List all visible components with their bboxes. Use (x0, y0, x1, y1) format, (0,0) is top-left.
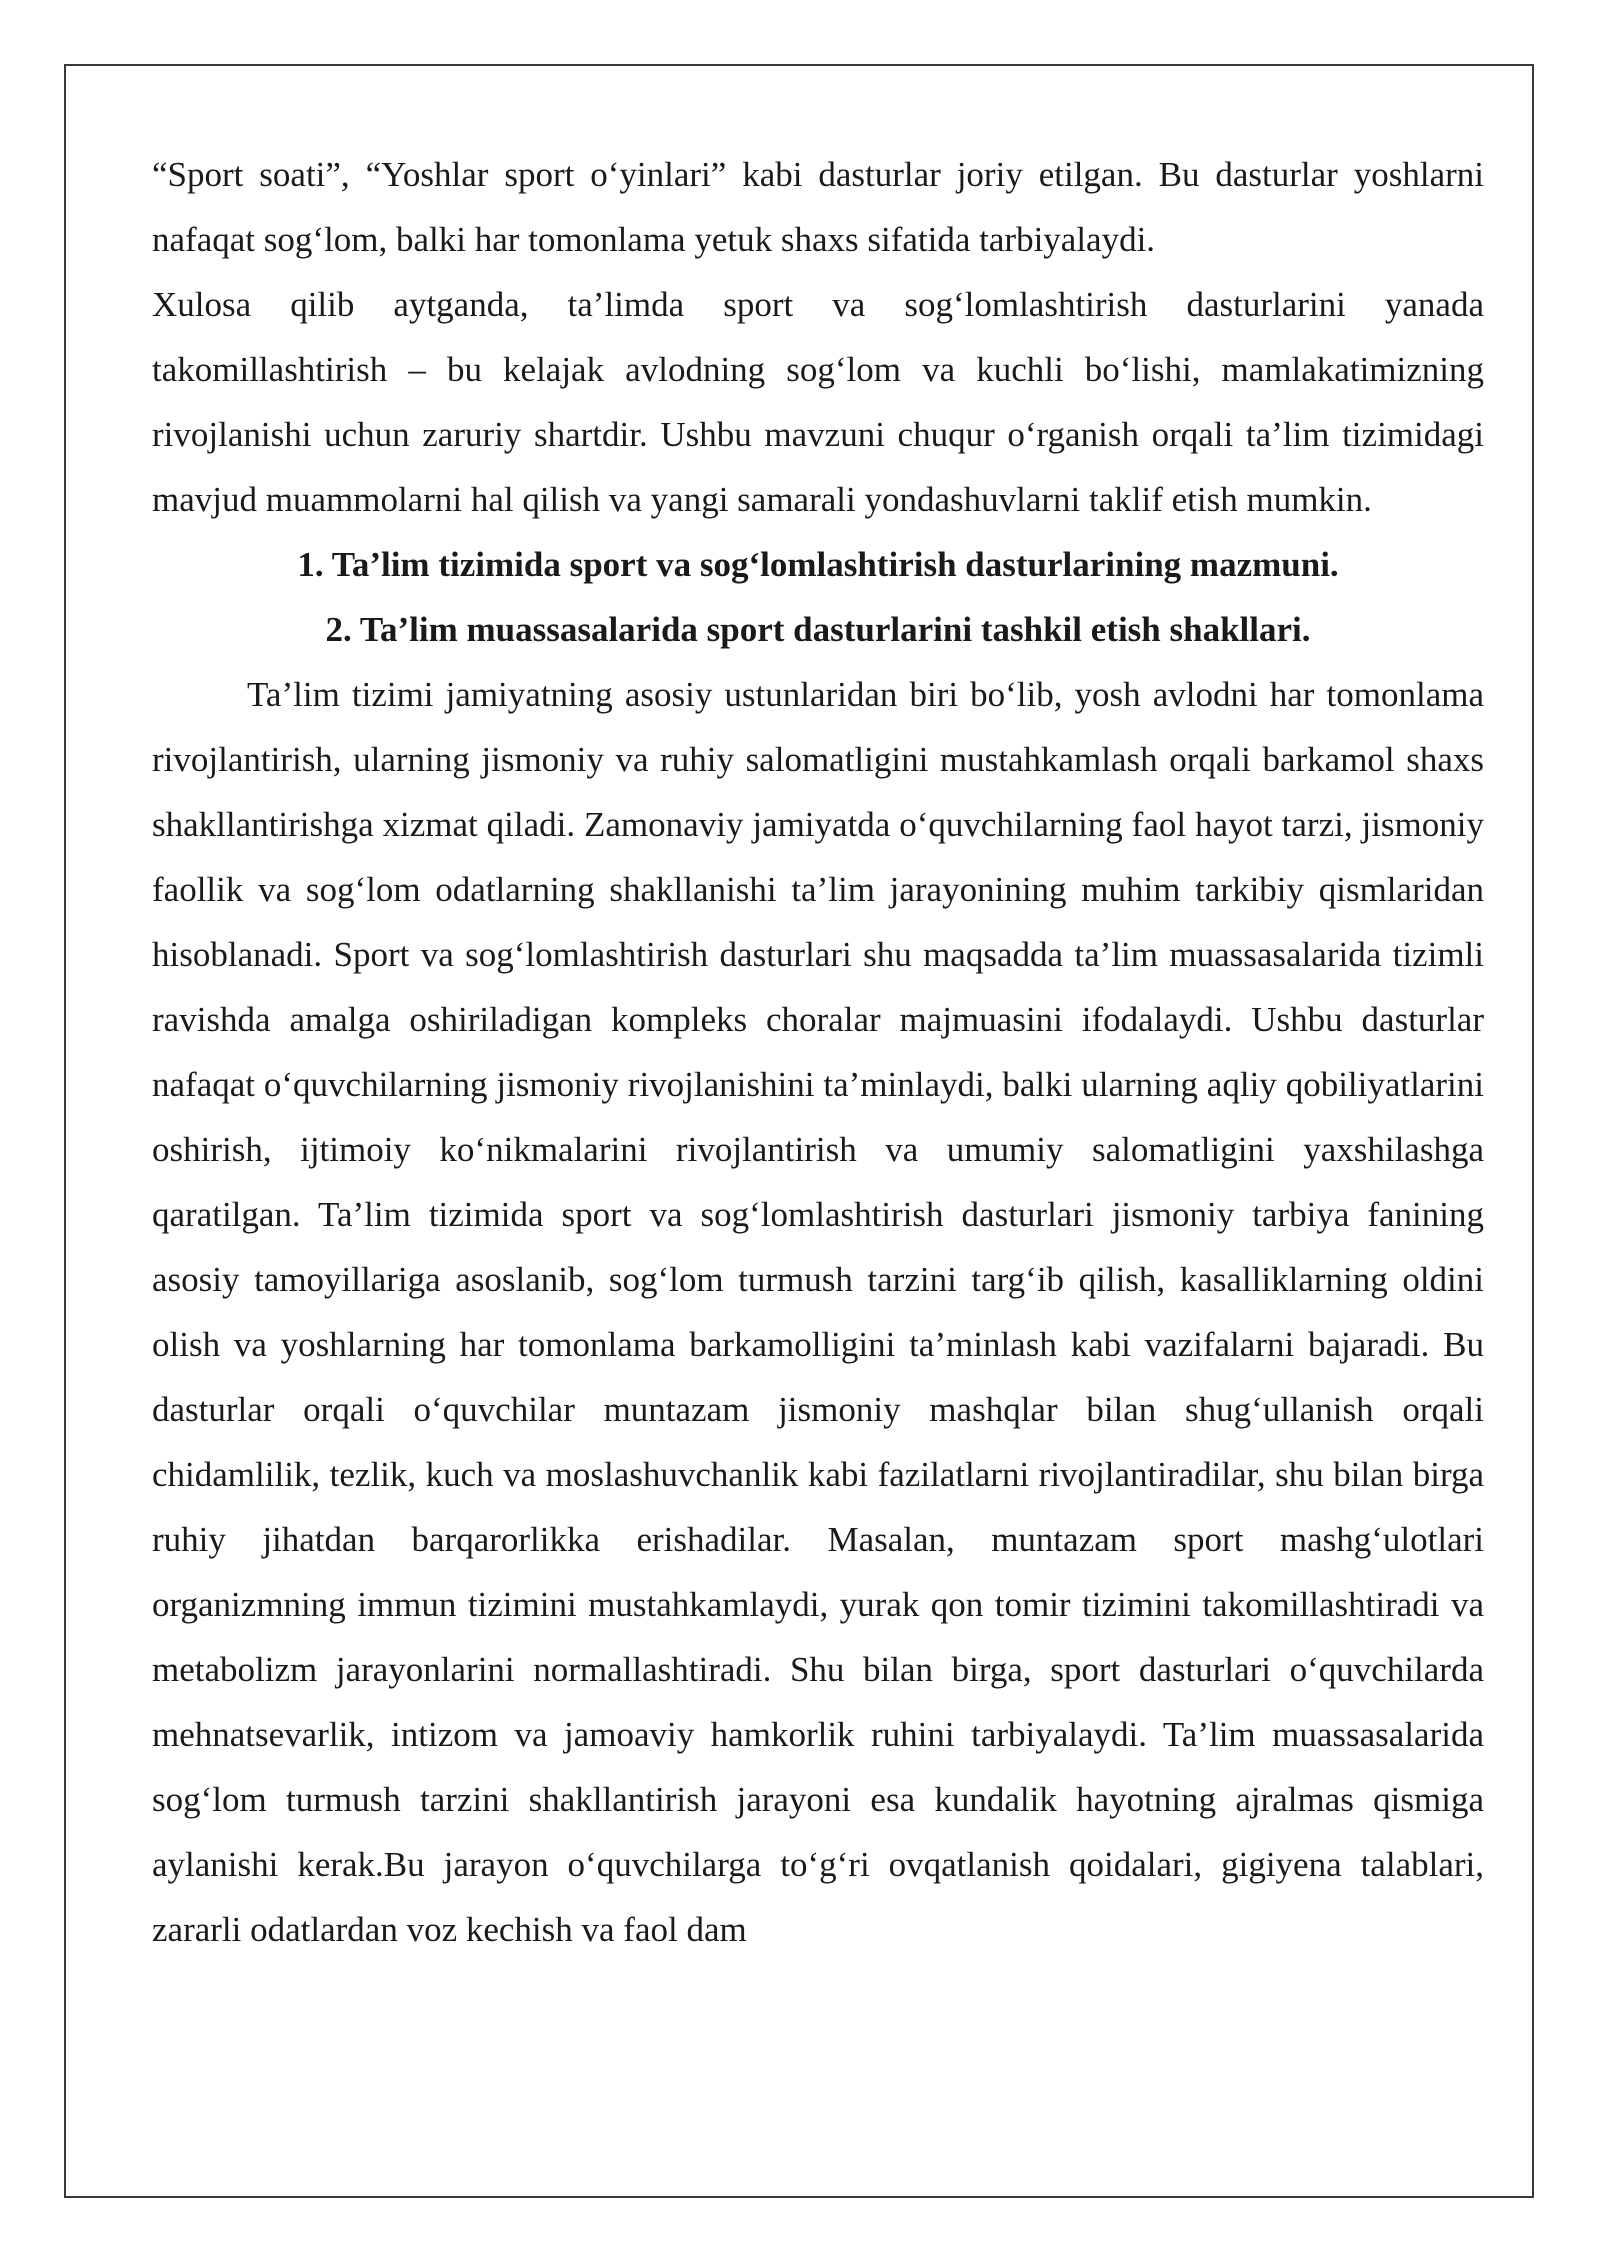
section-heading-2: 2. Ta’lim muassasalarida sport dasturlarini tashkil etish shakllari. (325, 610, 1311, 649)
section-heading-1: 1. Ta’lim tizimida sport va sog‘lomlashtirish dasturlarining mazmuni. (297, 545, 1339, 584)
paragraph-conclusion: Xulosa qilib aytganda, ta’limda sport va sog‘lomlashtirish dasturlarini yanada takomillashtirish – bu kelajak avlodning sog‘lom va kuchli bo‘lishi, mamlakatimizning rivojlanishi uchun zaruriy shartdir. Ushbu mavzuni chuqur o‘rganish orqali ta’lim tizimidagi mavjud muammolarni hal qilish va yangi samarali yondashuvlarni taklif etish mumkin. (152, 285, 1484, 519)
paragraph-intro-continuation: “Sport soati”, “Yoshlar sport o‘yinlari” kabi dasturlar joriy etilgan. Bu dasturlar yoshlarni nafaqat sog‘lom, balki har tomonlama yetuk shaxs sifatida tarbiyalaydi. (152, 155, 1484, 259)
paragraph-main: Ta’lim tizimi jamiyatning asosiy ustunlaridan biri bo‘lib, yosh avlodni har tomonlama rivojlantirish, ularning jismoniy va ruhiy salomatligini mustahkamlash orqali barkamol shaxs shakllantirishga xizmat qiladi. Zamonaviy jamiyatda o‘quvchilarning faol hayot tarzi, jismoniy faollik va sog‘lom odatlarning shakllanishi ta’lim jarayonining muhim tarkibiy qismlaridan hisoblanadi. Sport va sog‘lomlashtirish dasturlari shu maqsadda ta’lim muassasalarida tizimli ravishda amalga oshiriladigan kompleks choralar majmuasini ifodalaydi. Ushbu dasturlar nafaqat o‘quvchilarning jismoniy rivojlanishini ta’minlaydi, balki ularning aqliy qobiliyatlarini oshirish, ijtimoiy ko‘nikmalarini rivojlantirish va umumiy salomatligini yaxshilashga qaratilgan. Ta’lim tizimida sport va sog‘lomlashtirish dasturlari jismoniy tarbiya fanining asosiy tamoyillariga asoslanib, sog‘lom turmush tarzini targ‘ib qilish, kasalliklarning oldini olish va yoshlarning har tomonlama barkamolligini ta’minlash kabi vazifalarni bajaradi. Bu dasturlar orqali o‘quvchilar muntazam jismoniy mashqlar bilan shug‘ullanish orqali chidamlilik, tezlik, kuch va moslashuvchanlik kabi fazilatlarni rivojlantiradilar, shu bilan birga ruhiy jihatdan barqarorlikka erishadilar. Masalan, muntazam sport mashg‘ulotlari organizmning immun tizimini mustahkamlaydi, yurak qon tomir tizimini takomillashtiradi va metabolizm jarayonlarini normallashtiradi. Shu bilan birga, sport dasturlari o‘quvchilarda mehnatsevarlik, intizom va jamoaviy hamkorlik ruhini tarbiyalaydi. Ta’lim muassasalarida sog‘lom turmush tarzini shakllantirish jarayoni esa kundalik hayotning ajralmas qismiga aylanishi kerak.Bu jarayon o‘quvchilarga to‘g‘ri ovqatlanish qoidalari, gigiyena talablari, zararli odatlardan voz kechish va faol dam (152, 675, 1484, 1949)
document-body (152, 142, 1484, 1962)
